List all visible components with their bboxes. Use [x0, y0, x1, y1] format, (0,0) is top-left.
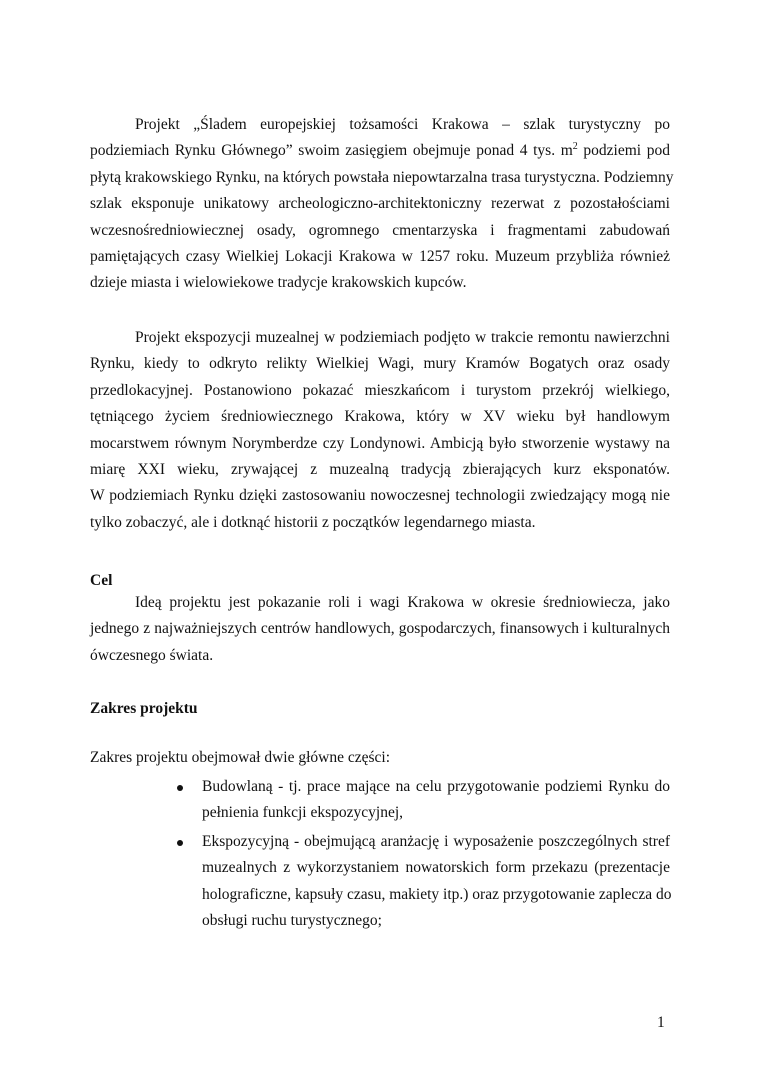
heading-zakres: Zakres projektu — [90, 700, 198, 717]
paragraph-cel — [90, 590, 670, 669]
text-line: miarę XXI wieku, zrywającej z muzealną tradycją zbierających kurz eksponatów. — [90, 460, 670, 478]
text-line: Projekt „Śladem europejskiej tożsamości Krakowa – szlak turystyczny po — [135, 116, 670, 133]
text-line: Ekspozycyjną - obejmującą aranżację i wyposażenie poszczególnych stref — [202, 832, 670, 850]
bullet-icon — [177, 840, 183, 846]
text-line: pełnienia funkcji ekspozycyjnej, — [202, 804, 404, 822]
text-fragment: podziemiach Rynku Głównego” swoim zasięgiem obejmuje ponad 4 tys. m — [90, 142, 573, 160]
text-line: Ideą projektu jest pokazanie roli i wagi Krakowa w okresie średniowiecza, jako — [135, 594, 670, 611]
text-line: Rynku, kiedy to odkryto relikty Wielkiej Wagi, mury Kramów Bogatych oraz osady — [90, 355, 670, 373]
text-line: tylko zobaczyć, ale i dotknąć historii z początków legendarnego miasta. — [90, 513, 536, 531]
text-line: muzealnych z wykorzystaniem nowatorskich form przekazu (prezentacje — [202, 859, 670, 877]
text-line: holograficzne, kapsuły czasu, makiety itp.) oraz przygotowanie zaplecza do — [202, 885, 672, 903]
heading-cel: Cel — [90, 572, 113, 589]
superscript: 2 — [572, 141, 578, 153]
text-line: mocarstwem równym Norymberdze czy Londynowi. Ambicją było stworzenie wystawy na — [90, 434, 670, 452]
text-line: jednego z najważniejszych centrów handlowych, gospodarczych, finansowych i kulturalnych — [90, 620, 670, 638]
bullet-icon — [177, 785, 183, 791]
paragraph-exposition — [90, 325, 670, 536]
paragraph-intro — [90, 112, 674, 297]
text-line: Projekt ekspozycji muzealnej w podziemiach podjęto w trakcie remontu nawierzchni — [135, 329, 670, 346]
text-line: ówczesnego świata. — [90, 646, 214, 664]
text-line: wczesnośredniowiecznej osady, ogromnego cmentarzyska i fragmentami zabudowań — [90, 221, 670, 239]
text-line-with-superscript — [90, 138, 670, 164]
list-item — [175, 829, 670, 935]
text-line: Budowlaną - tj. prace mające na celu przygotowanie podziemi Rynku do — [202, 778, 670, 795]
zakres-intro: Zakres projektu obejmował dwie główne części: — [90, 749, 390, 766]
text-line: W podziemiach Rynku dzięki zastosowaniu nowoczesnej technologii zwiedzający mogą nie — [90, 487, 670, 505]
text-line: płytą krakowskiego Rynku, na których powstała niepowtarzalna trasa turystyczna. Podziemny — [90, 168, 674, 186]
text-line: pamiętających czasy Wielkiej Lokacji Krakowa w 1257 roku. Muzeum przybliża również — [90, 247, 670, 265]
text-line: dzieje miasta i wielowiekowe tradycje krakowskich kupców. — [90, 274, 467, 292]
text-line: tętniącego życiem średniowiecznego Krakowa, który w XV wieku był handlowym — [90, 408, 670, 426]
text-line: obsługi ruchu turystycznego; — [202, 911, 382, 929]
bullet-list — [175, 774, 670, 936]
text-fragment: podziemi pod — [577, 142, 670, 160]
list-item — [175, 774, 670, 827]
text-line: szlak eksponuje unikatowy archeologiczno-architektoniczny rezerwat z pozostałościami — [90, 195, 670, 213]
page-number: 1 — [657, 1014, 665, 1031]
text-line: przedlokacyjnej. Postanowiono pokazać mieszkańcom i turystom przekrój wielkiego, — [90, 381, 670, 399]
